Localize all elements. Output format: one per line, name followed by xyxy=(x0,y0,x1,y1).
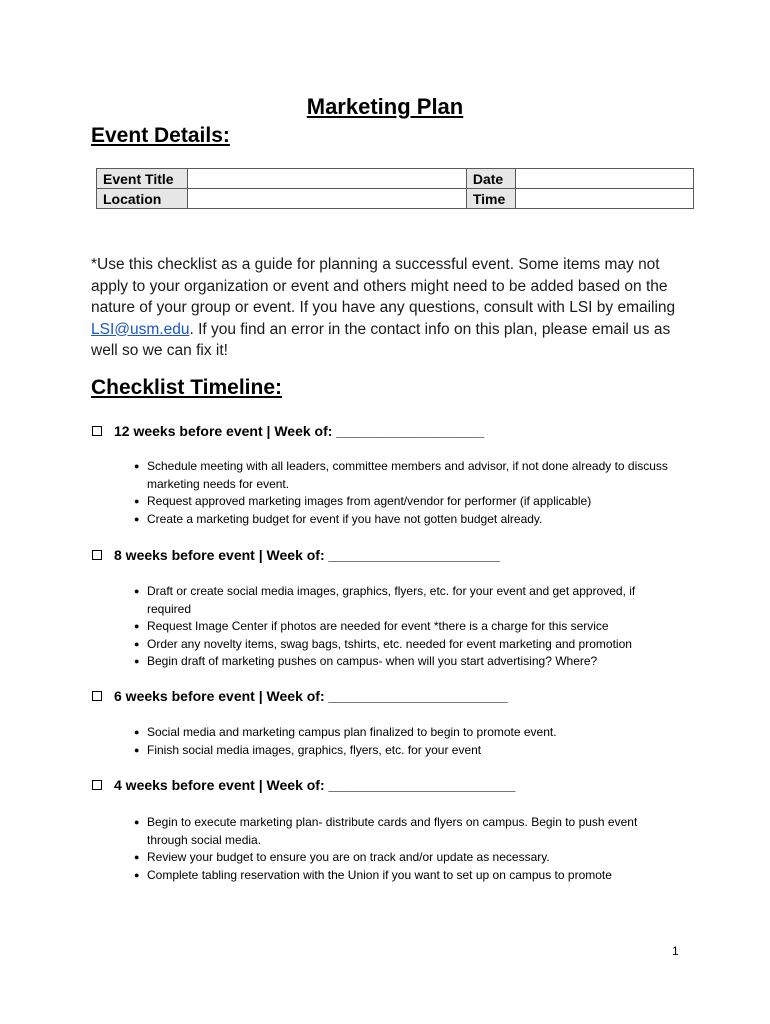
section-4-weeks-heading xyxy=(92,777,515,793)
location-field[interactable] xyxy=(188,189,466,209)
list-item: ● Draft or create social media images, graphics, flyers, etc. for your event and get approved, if required xyxy=(133,583,673,618)
section-heading-text: 4 weeks before event | Week of: ________________________ xyxy=(114,777,516,793)
section-6-weeks-list xyxy=(133,724,673,759)
list-item: ● Create a marketing budget for event if you have not gotten budget already. xyxy=(133,511,673,529)
intro-text-end: . If you find an error in the contact info on this plan, please email us as well so we can fix it! xyxy=(91,320,671,359)
section-12-weeks-heading xyxy=(92,423,484,439)
list-item: ● Complete tabling reservation with the Union if you want to set up on campus to promote xyxy=(133,867,673,885)
checkbox-icon[interactable] xyxy=(92,550,102,560)
table-row xyxy=(97,189,694,209)
list-item: ● Order any novelty items, swag bags, tshirts, etc. needed for event marketing and promotion xyxy=(133,636,673,654)
table-row xyxy=(97,169,694,189)
event-title-label: Event Title xyxy=(97,169,188,189)
date-field[interactable] xyxy=(516,169,694,189)
list-item: ● Begin to execute marketing plan- distribute cards and flyers on campus. Begin to push event through social media. xyxy=(133,814,673,849)
checkbox-icon[interactable] xyxy=(92,691,102,701)
list-item: ● Social media and marketing campus plan finalized to begin to promote event. xyxy=(133,724,673,742)
section-heading-text: 8 weeks before event | Week of: ______________________ xyxy=(114,547,500,563)
section-12-weeks-list xyxy=(133,458,673,528)
checkbox-icon[interactable] xyxy=(92,426,102,436)
event-details-table xyxy=(96,168,694,209)
page-number: 1 xyxy=(672,944,679,958)
section-heading-text: 6 weeks before event | Week of: _______________________ xyxy=(114,688,508,704)
checklist-heading: Checklist Timeline: xyxy=(91,376,283,399)
location-label: Location xyxy=(97,189,188,209)
event-title-field[interactable] xyxy=(188,169,466,189)
list-item: ● Finish social media images, graphics, flyers, etc. for your event xyxy=(133,742,673,760)
list-item: ● Review your budget to ensure you are on track and/or update as necessary. xyxy=(133,849,673,867)
list-item: ● Begin draft of marketing pushes on campus- when will you start advertising? Where? xyxy=(133,653,673,671)
intro-text: *Use this checklist as a guide for planning a successful event. Some items may not apply to your organization or event and others might need to be added based on the nature of your group or event. If you have any questions, consult with LSI by emailing xyxy=(91,256,676,316)
checkbox-icon[interactable] xyxy=(92,780,102,790)
section-heading-text: 12 weeks before event | Week of: ___________________ xyxy=(114,423,485,439)
section-6-weeks-heading xyxy=(92,688,508,704)
event-details-heading: Event Details: xyxy=(91,124,230,147)
section-4-weeks-list xyxy=(133,814,673,884)
email-link[interactable]: LSI@usm.edu xyxy=(91,320,190,338)
time-field[interactable] xyxy=(516,189,694,209)
document-title: Marketing Plan xyxy=(306,94,464,119)
section-8-weeks-list xyxy=(133,583,673,671)
time-label: Time xyxy=(466,189,515,209)
list-item: ● Request approved marketing images from agent/vendor for performer (if applicable) xyxy=(133,493,673,511)
section-8-weeks-heading xyxy=(92,547,500,563)
intro-paragraph xyxy=(91,254,681,362)
list-item: ● Schedule meeting with all leaders, committee members and advisor, if not done already to discuss marketing needs for event. xyxy=(133,458,673,493)
list-item: ● Request Image Center if photos are needed for event *there is a charge for this service xyxy=(133,618,673,636)
date-label: Date xyxy=(466,169,515,189)
